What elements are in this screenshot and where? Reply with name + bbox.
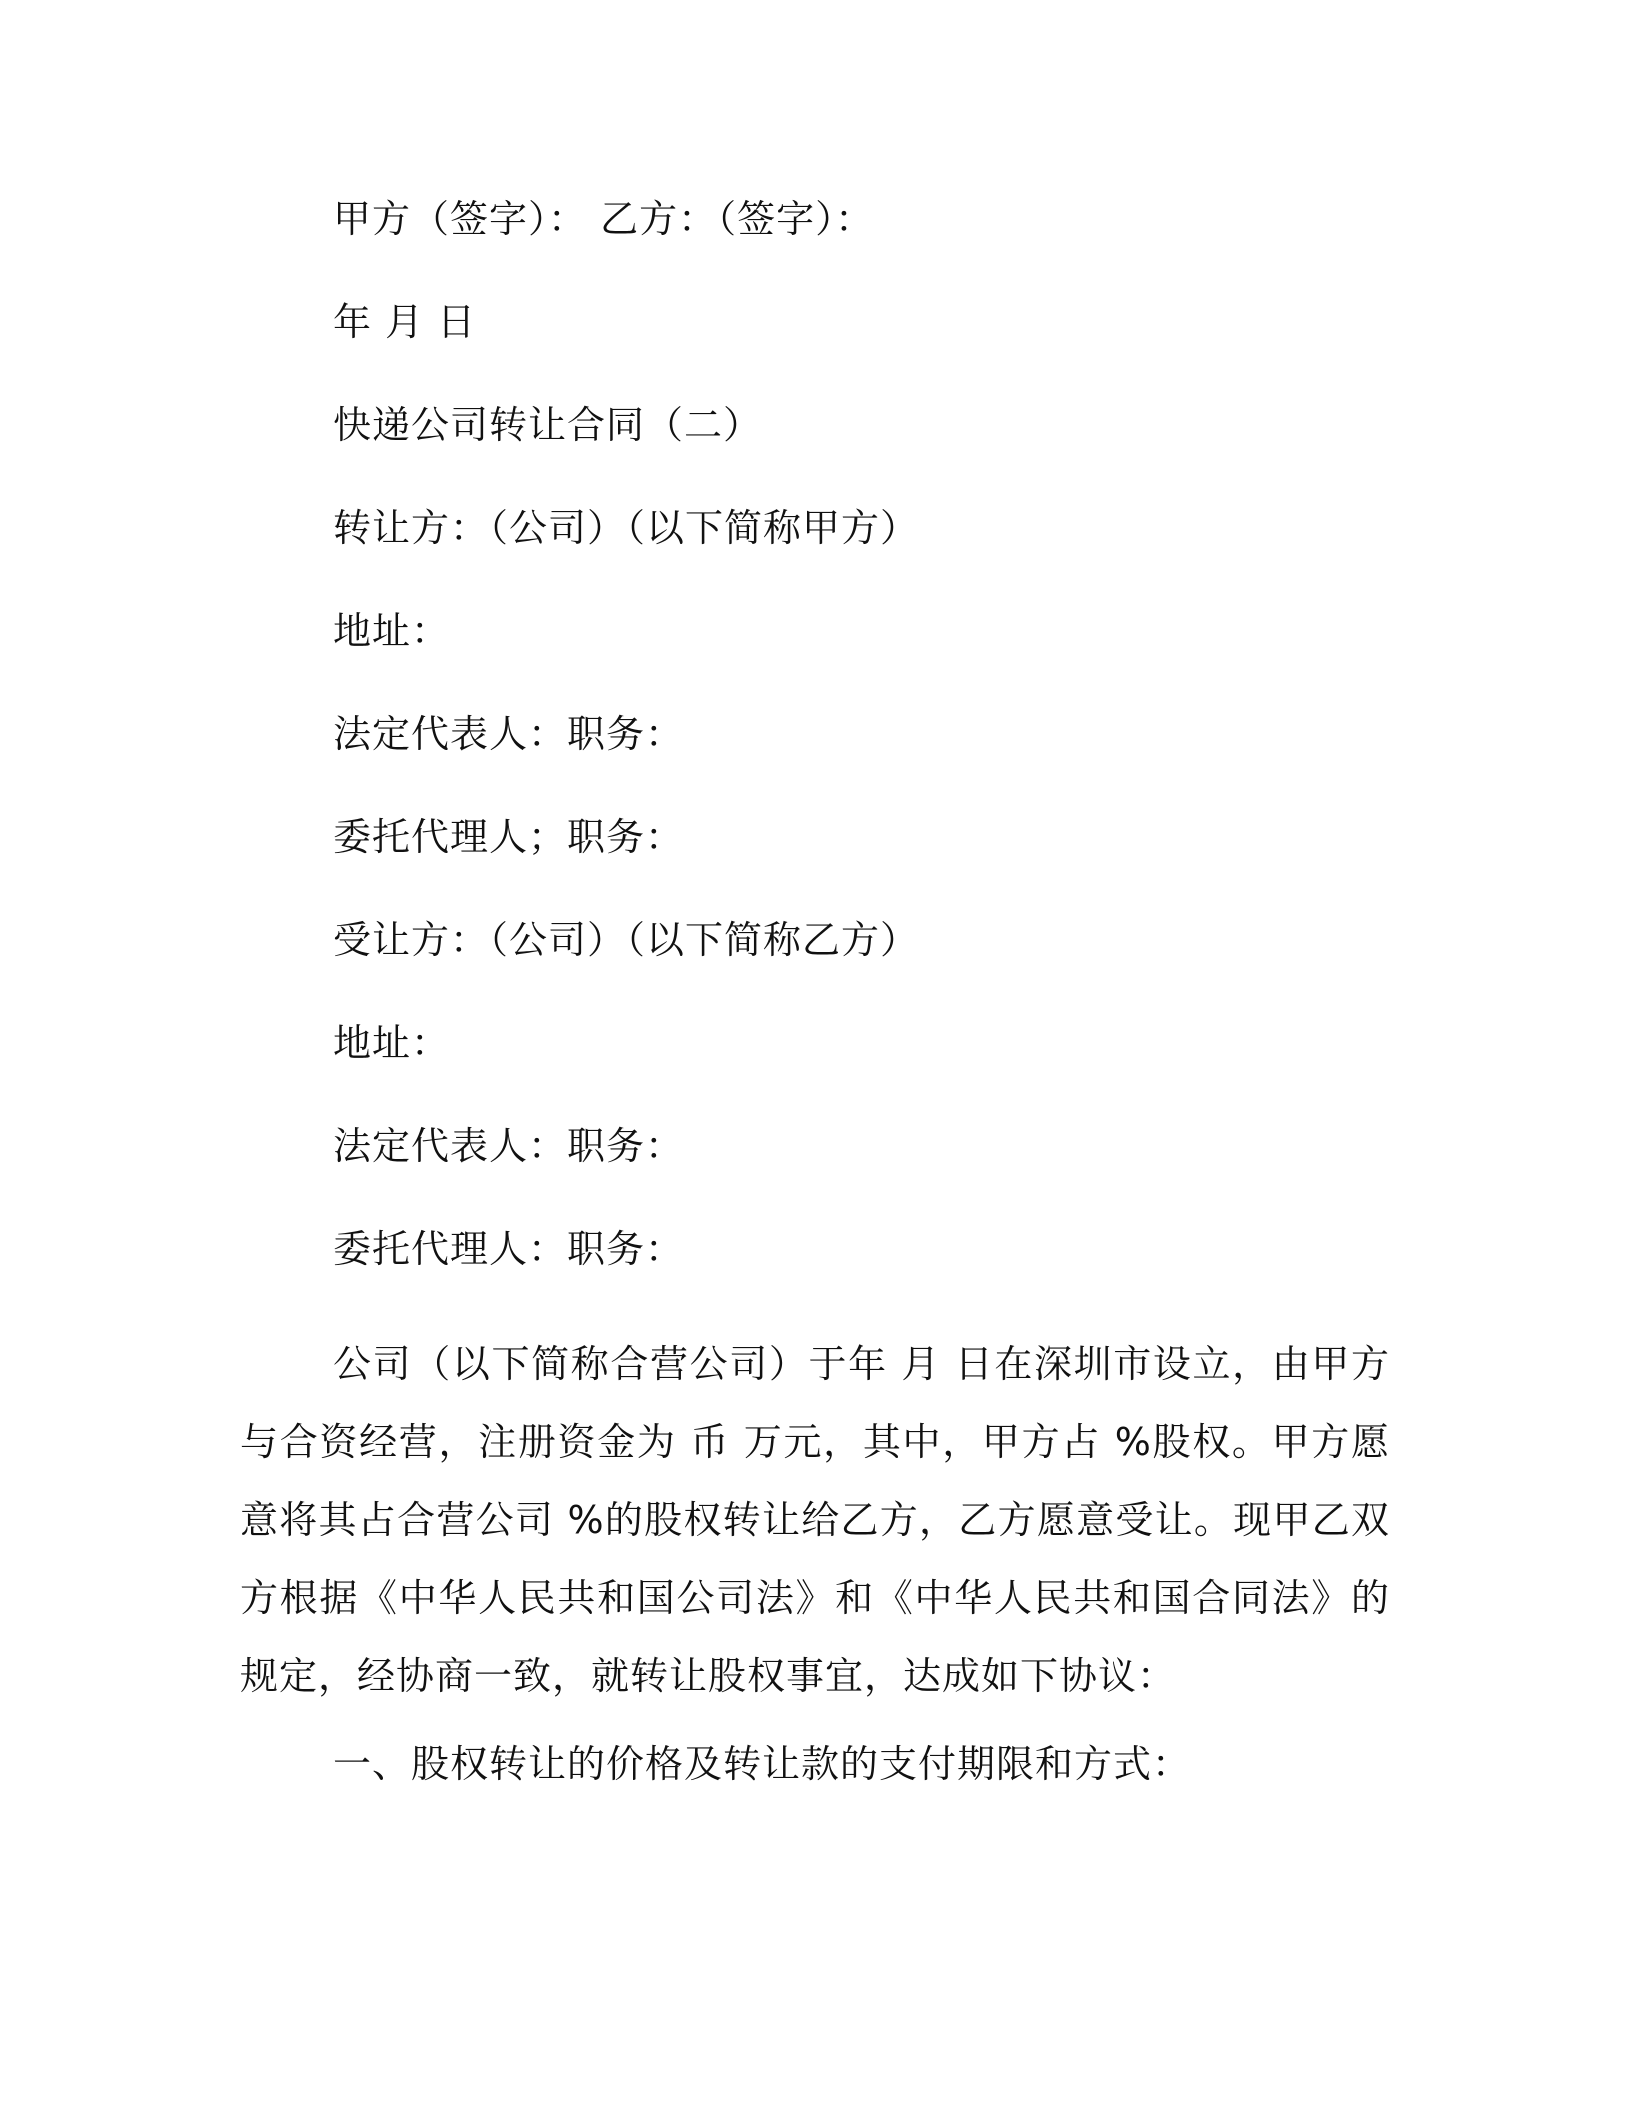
- date-line: 年 月 日: [333, 300, 477, 344]
- section-1-heading: 一、股权转让的价格及转让款的支付期限和方式：: [333, 1742, 1192, 1786]
- contract-title: 快递公司转让合同（二）: [333, 403, 763, 447]
- signature-line: 甲方（签字）： 乙方：（签字）：: [333, 197, 875, 241]
- transferor-agent: 委托代理人；职务：: [333, 815, 685, 859]
- transferor-address: 地址：: [333, 609, 451, 653]
- transferor-line: 转让方：（公司）（以下简称甲方）: [333, 506, 920, 550]
- transferee-address: 地址：: [333, 1021, 451, 1065]
- transferee-agent: 委托代理人：职务：: [333, 1227, 685, 1271]
- transferee-legal-rep: 法定代表人：职务：: [333, 1124, 685, 1168]
- intro-paragraph: 公司（以下简称合营公司）于年 月 日在深圳市设立，由甲方与合资经营，注册资金为 币 万元，其中，甲方占 %股权。甲方愿意将其占合营公司 %的股权转让给乙方，乙方愿意受让。现甲乙双方根据《中华人民共和国公司法》和《中华人民共和国合同法》的规定，经协商一致，就转让股权事宜，达成如下协议：: [240, 1342, 1390, 1698]
- transferee-line: 受让方：（公司）（以下简称乙方）: [333, 918, 920, 962]
- transferor-legal-rep: 法定代表人：职务：: [333, 712, 685, 756]
